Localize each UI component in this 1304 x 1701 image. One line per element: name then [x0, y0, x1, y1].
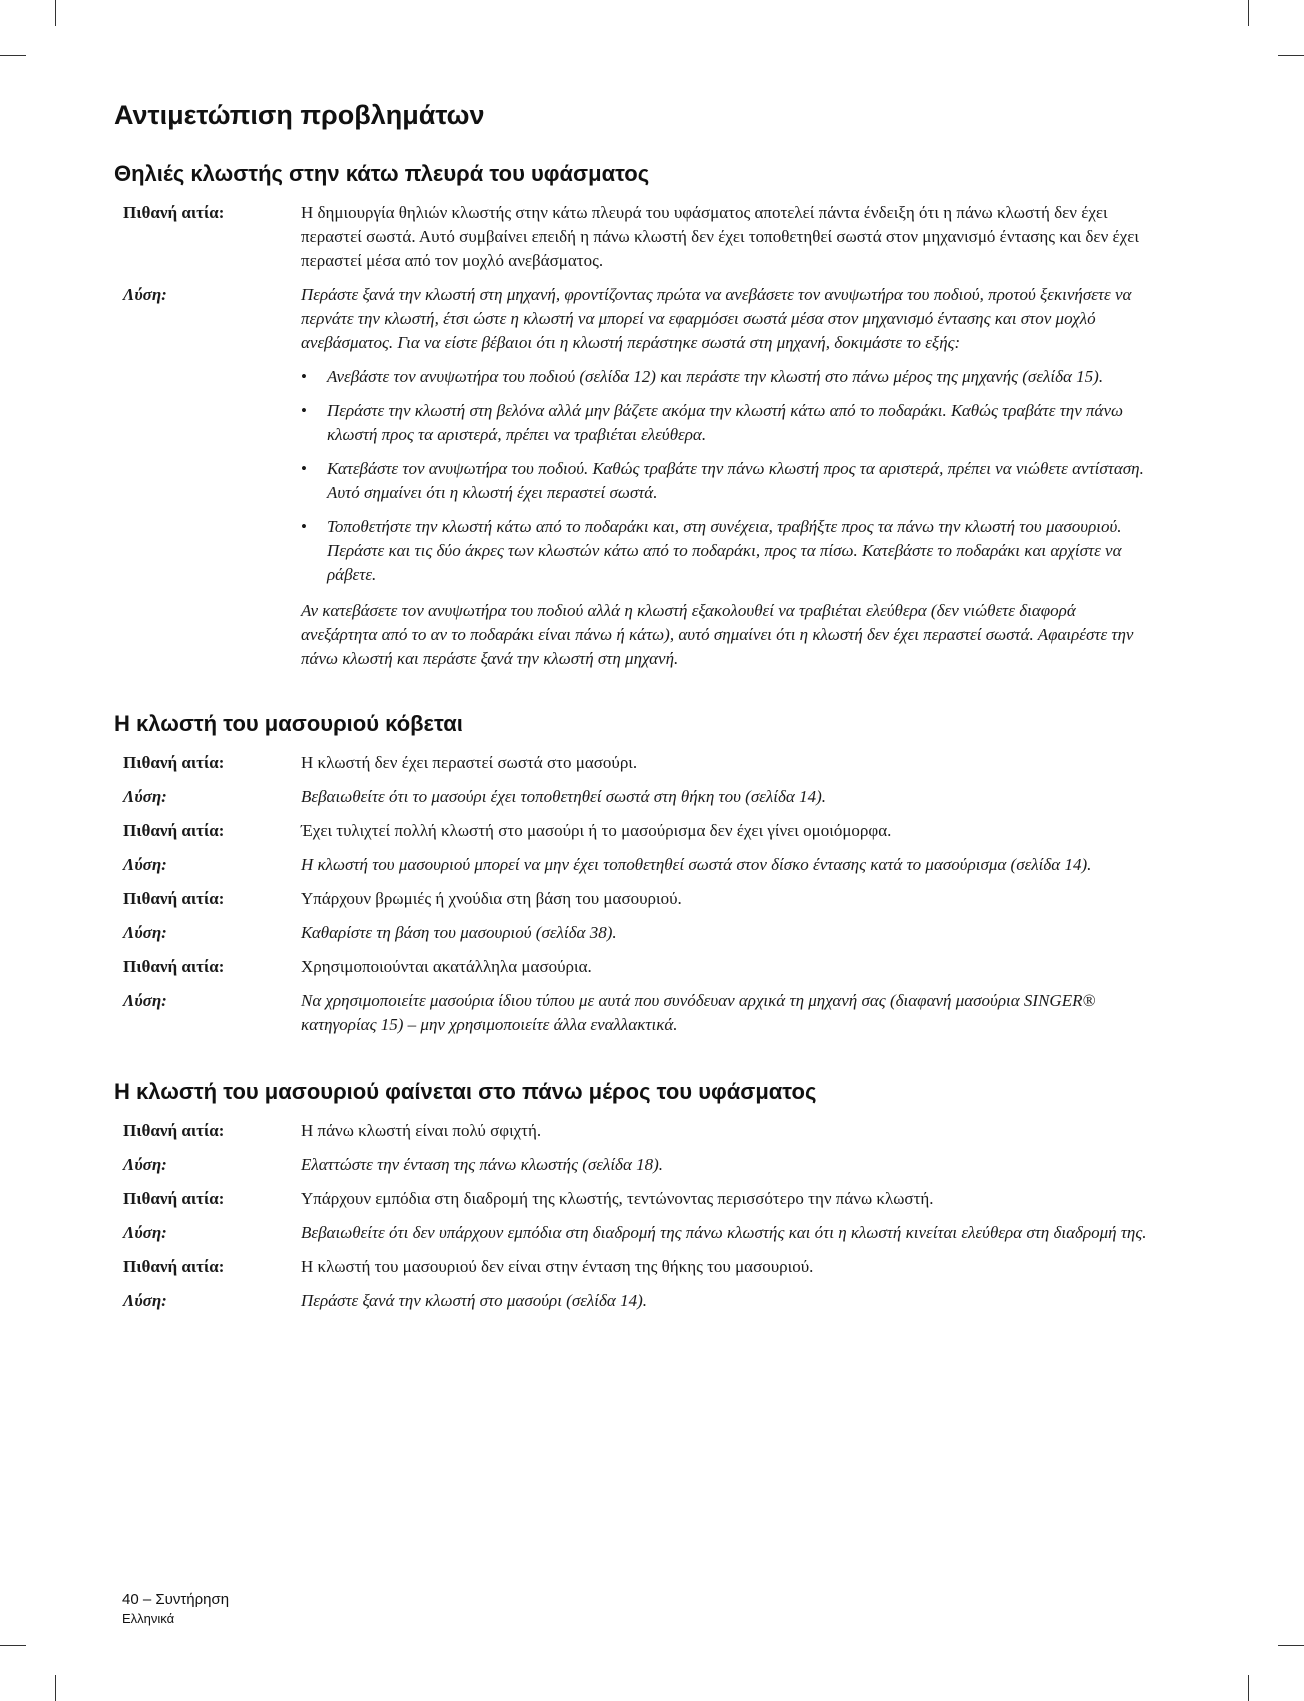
bullet-icon: •: [301, 401, 307, 420]
solution-row: [114, 1221, 1154, 1245]
cause-text: Η πάνω κλωστή είναι πολύ σφιχτή.: [301, 1121, 542, 1140]
cause-row: [114, 751, 1154, 775]
solution-label: Λύση:: [123, 1291, 167, 1310]
cause-row: [114, 1187, 1154, 1211]
solution-intro: Περάστε ξανά την κλωστή στη μηχανή, φροντίζοντας πρώτα να ανεβάσετε τον ανυψωτήρα του ποδιού, προτού ξεκινήσετε να περνάτε την κλωστή, έτσι ώστε η κλωστή να μπορεί να εφαρμόσει σωστά μέσα στον μηχανισμό έντασης και στον μοχλό ανεβάσματος. Για να είστε βέβαιοι ότι η κλωστή περάστηκε σωστά στη μηχανή, δοκιμάστε το εξής:: [301, 285, 1132, 352]
list-item: • Κατεβάστε τον ανυψωτήρα του ποδιού. Καθώς τραβάτε την πάνω κλωστή προς τα αριστερά, πρέπει να νιώθετε αντίσταση. Αυτό σημαίνει ότι η κλωστή έχει περαστεί σωστά.: [301, 459, 1144, 502]
crop-mark: [1278, 55, 1304, 56]
language-label: Ελληνικά: [122, 1611, 175, 1626]
bullet-icon: •: [301, 459, 307, 478]
cause-text: Έχει τυλιχτεί πολλή κλωστή στο μασούρι ή το μασούρισμα δεν έχει γίνει ομοιόμορφα.: [301, 821, 892, 840]
crop-mark: [55, 0, 56, 26]
steps-list: [301, 365, 1154, 587]
solution-row: [114, 989, 1154, 1037]
cause-label: Πιθανή αιτία:: [123, 821, 225, 840]
solution-outro: Αν κατεβάσετε τον ανυψωτήρα του ποδιού αλλά η κλωστή εξακολουθεί να τραβιέται ελεύθερα (δεν νιώθετε διαφορά ανεξάρτητα από το αν το ποδαράκι είναι πάνω ή κάτω), αυτό σημαίνει ότι η κλωστή δεν έχει περαστεί σωστά. Αφαιρέστε την πάνω κλωστή και περάστε ξανά την κλωστή στη μηχανή.: [301, 601, 1134, 668]
cause-label: Πιθανή αιτία:: [123, 1189, 225, 1208]
solution-text: Βεβαιωθείτε ότι δεν υπάρχουν εμπόδια στη διαδρομή της πάνω κλωστής και ότι η κλωστή κινείται ελεύθερα στη διαδρομή της.: [301, 1223, 1147, 1242]
list-item: • Περάστε την κλωστή στη βελόνα αλλά μην βάζετε ακόμα την κλωστή κάτω από το ποδαράκι. Καθώς τραβάτε την πάνω κλωστή προς τα αριστερά, πρέπει να τραβιέται ελεύθερα.: [301, 401, 1124, 444]
cause-text: Η κλωστή δεν έχει περαστεί σωστά στο μασούρι.: [301, 753, 638, 772]
solution-row: [114, 283, 1154, 671]
solution-text: Περάστε ξανά την κλωστή στο μασούρι (σελίδα 14).: [301, 1291, 647, 1310]
cause-row: [114, 201, 1154, 273]
section-heading: Η κλωστή του μασουριού φαίνεται στο πάνω μέρος του υφάσματος: [114, 1079, 817, 1104]
cause-row: [114, 887, 1154, 911]
bullet-icon: •: [301, 517, 307, 536]
page-number: 40 – Συντήρηση: [122, 1591, 230, 1608]
cause-text: Χρησιμοποιούνται ακατάλληλα μασούρια.: [301, 957, 592, 976]
section-heading: Θηλιές κλωστής στην κάτω πλευρά του υφάσματος: [114, 161, 650, 186]
solution-row: [114, 785, 1154, 809]
solution-text: Να χρησιμοποιείτε μασούρια ίδιου τύπου με αυτά που συνόδευαν αρχικά τη μηχανή σας (διαφανή μασούρια SINGER® κατηγορίας 15) – μην χρησιμοποιείτε άλλα εναλλακτικά.: [301, 991, 1096, 1034]
crop-mark: [55, 1675, 56, 1701]
cause-text: Υπάρχουν εμπόδια στη διαδρομή της κλωστής, τεντώνοντας περισσότερο την πάνω κλωστή.: [301, 1189, 934, 1208]
list-item: • Ανεβάστε τον ανυψωτήρα του ποδιού (σελίδα 12) και περάστε την κλωστή στο πάνω μέρος της μηχανής (σελίδα 15).: [301, 365, 1154, 389]
page-content: [114, 100, 1154, 1355]
cause-label: Πιθανή αιτία:: [123, 203, 225, 222]
section-bobbin-thread-breaks: [114, 711, 1154, 1037]
solution-label: Λύση:: [123, 285, 167, 304]
solution-label: Λύση:: [123, 787, 167, 806]
bullet-icon: •: [301, 367, 307, 386]
cause-label: Πιθανή αιτία:: [123, 1121, 225, 1140]
cause-label: Πιθανή αιτία:: [123, 1257, 225, 1276]
page-footer: [122, 1590, 229, 1627]
solution-text: Βεβαιωθείτε ότι το μασούρι έχει τοποθετηθεί σωστά στη θήκη του (σελίδα 14).: [301, 787, 826, 806]
solution-row: [114, 853, 1154, 877]
solution-text: Ελαττώστε την ένταση της πάνω κλωστής (σελίδα 18).: [301, 1155, 664, 1174]
solution-label: Λύση:: [123, 991, 167, 1010]
solution-text: Η κλωστή του μασουριού μπορεί να μην έχει τοποθετηθεί σωστά στον δίσκο έντασης κατά το μασούρισμα (σελίδα 14).: [301, 855, 1092, 874]
cause-label: Πιθανή αιτία:: [123, 753, 225, 772]
list-item: • Τοποθετήστε την κλωστή κάτω από το ποδαράκι και, στη συνέχεια, τραβήξτε προς τα πάνω την κλωστή του μασουριού. Περάστε και τις δύο άκρες των κλωστών κάτω από το ποδαράκι, προς τα πίσω. Κατεβάστε το ποδαράκι και αρχίστε να ράβετε.: [301, 517, 1122, 584]
solution-label: Λύση:: [123, 1155, 167, 1174]
solution-label: Λύση:: [123, 1223, 167, 1242]
cause-text: Η κλωστή του μασουριού δεν είναι στην ένταση της θήκης του μασουριού.: [301, 1257, 814, 1276]
crop-mark: [0, 55, 26, 56]
solution-label: Λύση:: [123, 923, 167, 942]
crop-mark: [0, 1645, 26, 1646]
cause-row: [114, 955, 1154, 979]
solution-row: [114, 1153, 1154, 1177]
solution-text: Καθαρίστε τη βάση του μασουριού (σελίδα 38).: [301, 923, 617, 942]
solution-block: [301, 283, 1154, 671]
cause-label: Πιθανή αιτία:: [123, 889, 225, 908]
cause-label: Πιθανή αιτία:: [123, 957, 225, 976]
section-heading: Η κλωστή του μασουριού κόβεται: [114, 711, 463, 736]
section-bobbin-thread-visible: [114, 1079, 1154, 1313]
cause-row: [114, 819, 1154, 843]
solution-row: [114, 1289, 1154, 1313]
cause-text: Η δημιουργία θηλιών κλωστής στην κάτω πλευρά του υφάσματος αποτελεί πάντα ένδειξη ότι η πάνω κλωστή δεν έχει περαστεί σωστά. Αυτό συμβαίνει επειδή η πάνω κλωστή δεν έχει τοποθετηθεί σωστά στον μηχανισμό έντασης και δεν έχει περαστεί μέσα από τον μοχλό ανεβάσματος.: [301, 203, 1139, 270]
crop-mark: [1248, 0, 1249, 26]
section-thread-loops: [114, 161, 1154, 671]
page-title: Αντιμετώπιση προβλημάτων: [114, 100, 485, 130]
crop-mark: [1278, 1645, 1304, 1646]
cause-row: [114, 1119, 1154, 1143]
solution-row: [114, 921, 1154, 945]
cause-text: Υπάρχουν βρωμιές ή χνούδια στη βάση του μασουριού.: [301, 889, 682, 908]
solution-label: Λύση:: [123, 855, 167, 874]
cause-row: [114, 1255, 1154, 1279]
crop-mark: [1248, 1675, 1249, 1701]
